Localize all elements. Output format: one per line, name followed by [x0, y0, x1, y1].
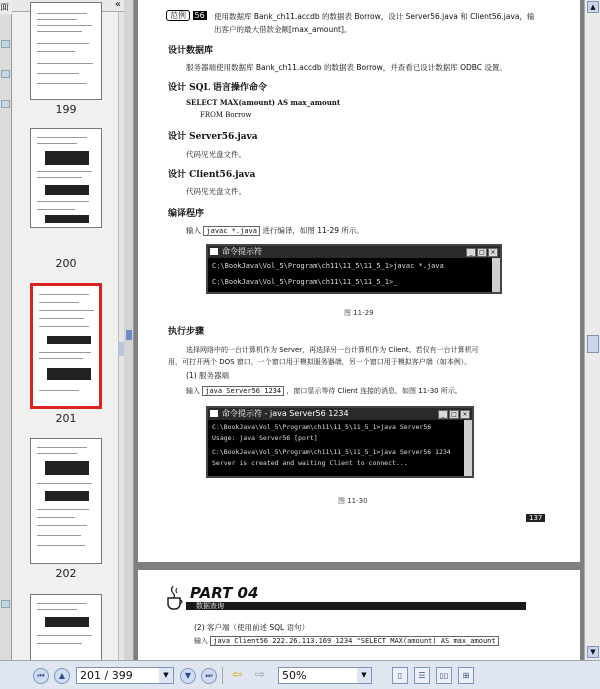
paragraph [194, 636, 499, 646]
facing-icon[interactable]: ▯▯ [436, 667, 452, 684]
document-view[interactable] [134, 0, 584, 660]
step-heading: (1) 服务器端 [186, 371, 230, 380]
scroll-down-icon[interactable]: ▼ [587, 646, 599, 658]
text-fragment: 进行编译，如图 11-29 所示。 [262, 226, 364, 235]
close-icon: × [488, 248, 498, 257]
thumbnail-pane [12, 0, 124, 660]
text-fragment: 输入 [194, 637, 208, 645]
text-fragment: 输入 [186, 226, 201, 235]
cmd-line: C:\BookJava\Vol_5\Program\ch11\11_5\11_5_1>_ [212, 278, 398, 286]
back-icon[interactable]: ⇦ [231, 667, 243, 681]
step-heading: (2) 客户端（使用前述 SQL 语句） [194, 623, 310, 632]
next-page-icon[interactable]: ▼ [180, 668, 196, 684]
side-tab-strip [0, 0, 12, 660]
page-thumbnail[interactable] [30, 2, 102, 100]
cmd-title: 命令提示符 - java Server56 1234 [222, 409, 349, 418]
thumbnail-label: 202 [55, 567, 77, 580]
close-icon: × [460, 410, 470, 419]
cmd-scrollbar [464, 420, 472, 476]
command-prompt-screenshot [206, 406, 474, 478]
paragraph: 用，可打开两个 DOS 窗口，一个窗口用于模拟服务器端，另一个窗口用于模拟客户端（如本例）。 [168, 358, 472, 366]
panel-icon[interactable] [1, 600, 10, 608]
chevron-down-icon[interactable]: ▼ [159, 668, 173, 683]
splitter-grip-icon[interactable] [126, 330, 132, 340]
paragraph: 选择网络中的一台计算机作为 Server，再选择另一台计算机作为 Client。若仅有一台计算机可 [186, 346, 479, 354]
inline-code: java Client56 222.26.113.169 1234 "SELECT MAX(amount) AS max_amount [210, 636, 498, 646]
part-subtitle: 数据查询 [196, 602, 224, 610]
minimize-icon: _ [438, 410, 448, 419]
pages-tab[interactable]: 面 [0, 0, 12, 14]
page-number: 137 [526, 514, 545, 522]
paragraph: 代码见光盘文件。 [186, 187, 246, 196]
section-heading: 执行步骤 [168, 327, 205, 337]
chevron-down-icon[interactable]: ▼ [357, 668, 371, 683]
page-number-field[interactable] [76, 667, 174, 684]
navigation-toolbar [0, 660, 600, 689]
example-number: 56 [194, 11, 205, 20]
cmd-line: C:\BookJava\Vol_5\Program\ch11\11_5\11_5_1>java Server56 1234 [212, 448, 451, 456]
double-chevron-left-icon[interactable]: « [114, 0, 121, 10]
page-number-value: 201 / 399 [80, 669, 133, 682]
scroll-up-icon[interactable]: ▲ [587, 1, 599, 13]
cmd-line: C:\BookJava\Vol_5\Program\ch11\11_5\11_5_1>javac *.java [212, 262, 444, 270]
paragraph [186, 225, 364, 236]
figure-caption: 图 11-30 [338, 497, 368, 505]
continuous-icon[interactable]: ☰ [414, 667, 430, 684]
previous-page-icon[interactable]: ▲ [54, 668, 70, 684]
zoom-field[interactable] [278, 667, 372, 684]
document-scrollbar[interactable] [584, 0, 600, 660]
panel-icon[interactable] [1, 70, 10, 78]
cmd-scrollbar [492, 258, 500, 292]
cmd-icon [210, 410, 218, 417]
inline-code: javac *.java [203, 226, 260, 236]
command-prompt-screenshot [206, 244, 502, 294]
last-page-icon[interactable]: ⏭ [201, 668, 217, 684]
text-fragment: ，窗口显示等待 Client 连接的消息，如图 11-30 所示。 [286, 387, 462, 395]
java-cup-icon [164, 584, 184, 610]
single-page-icon[interactable]: ▯ [392, 667, 408, 684]
page-thumbnail[interactable] [30, 128, 102, 228]
cmd-icon [210, 248, 218, 255]
section-heading: 设计 Client56.java [168, 170, 256, 180]
section-heading: 设计 SQL 语言操作命令 [168, 83, 267, 93]
paragraph: 代码见光盘文件。 [186, 150, 246, 159]
minimize-icon: _ [466, 248, 476, 257]
panel-icon[interactable] [1, 40, 10, 48]
thumbnail-label: 200 [55, 257, 77, 270]
example-label [166, 10, 207, 21]
document-page [138, 570, 580, 660]
cmd-titlebar [208, 408, 472, 420]
section-heading: 编译程序 [168, 209, 205, 219]
panel-icon[interactable] [1, 100, 10, 108]
page-thumbnail[interactable] [30, 594, 102, 664]
cmd-line: Server is created and waiting Client to connect... [212, 459, 408, 467]
sql-code: SELECT MAX(amount) AS max_amount [186, 98, 341, 107]
cmd-line: Usage: java Server56 [port] [212, 434, 318, 442]
toolbar-separator [222, 667, 223, 684]
sql-code: FROM Borrow [200, 111, 252, 119]
intro-text: 出客户的最大借款金额[max_amount]。 [214, 25, 352, 34]
page-thumbnail-selected[interactable] [30, 283, 102, 409]
part-title: PART 04 [190, 584, 259, 602]
paragraph [186, 386, 462, 396]
example-badge: 范例 [166, 10, 190, 21]
section-heading: 设计 Server56.java [168, 132, 258, 142]
thumbnail-label: 199 [55, 103, 77, 116]
pane-splitter[interactable] [124, 0, 134, 660]
first-page-icon[interactable]: ⏮ [33, 668, 49, 684]
continuous-facing-icon[interactable]: ⊞ [458, 667, 474, 684]
figure-caption: 图 11-29 [344, 309, 374, 317]
paragraph: 服务器端使用数据库 Bank_ch11.accdb 的数据表 Borrow，并查看已设计数据库 ODBC 设置。 [186, 63, 507, 72]
scrollbar-thumb[interactable] [587, 335, 599, 353]
page-thumbnail[interactable] [30, 438, 102, 564]
maximize-icon: □ [477, 248, 487, 257]
forward-icon[interactable]: ⇨ [254, 667, 266, 681]
intro-text: 使用数据库 Bank_ch11.accdb 的数据表 Borrow，设计 Server56.java 和 Client56.java，输 [214, 12, 535, 21]
thumbnail-label: 201 [55, 412, 77, 425]
text-fragment: 输入 [186, 387, 200, 395]
document-page [138, 0, 580, 562]
cmd-title: 命令提示符 [222, 247, 262, 256]
part-banner [186, 602, 526, 610]
maximize-icon: □ [449, 410, 459, 419]
zoom-value: 50% [282, 669, 307, 682]
cmd-titlebar [208, 246, 500, 258]
section-heading: 设计数据库 [168, 46, 214, 56]
inline-code: java Server56 1234 [202, 386, 284, 396]
cmd-line: C:\BookJava\Vol_5\Program\ch11\11_5\11_5_1>java Server56 [212, 423, 432, 431]
